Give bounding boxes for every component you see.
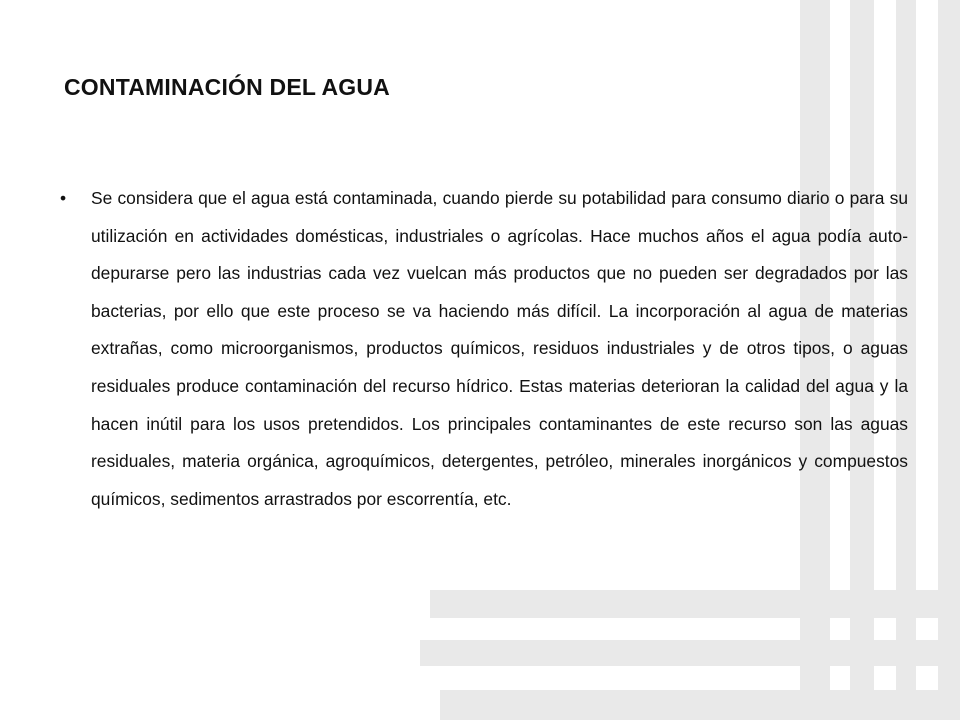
- bullet-text: Se considera que el agua está contaminada, cuando pierde su potabilidad para consumo diario o para su utilización en actividades domésticas, industriales o agrícolas. Hace muchos años el agua podía auto-depurarse pero las industrias cada vez vuelcan más productos que no pueden ser degradados por las bacterias, por ello que este proceso se va haciendo más difícil. La incorporación al agua de materias extrañas, como microorganismos, productos químicos, residuos industriales y de otros tipos, o aguas residuales produce contaminación del recurso hídrico. Estas materias deterioran la calidad del agua y la hacen inútil para los usos pretendidos. Los principales contaminantes de este recurso son las aguas residuales, materia orgánica, agroquímicos, detergentes, petróleo, minerales inorgánicos y compuestos químicos, sedimentos arrastrados por escorrentía, etc.: [91, 188, 908, 509]
- bullet-marker: •: [60, 188, 67, 208]
- slide-title: CONTAMINACIÓN DEL AGUA: [64, 74, 390, 100]
- bullet-list: [60, 180, 908, 518]
- horizontal-stripe: [440, 690, 960, 720]
- bullet-item: [60, 180, 908, 518]
- horizontal-stripe: [430, 590, 960, 618]
- horizontal-stripe: [420, 640, 960, 666]
